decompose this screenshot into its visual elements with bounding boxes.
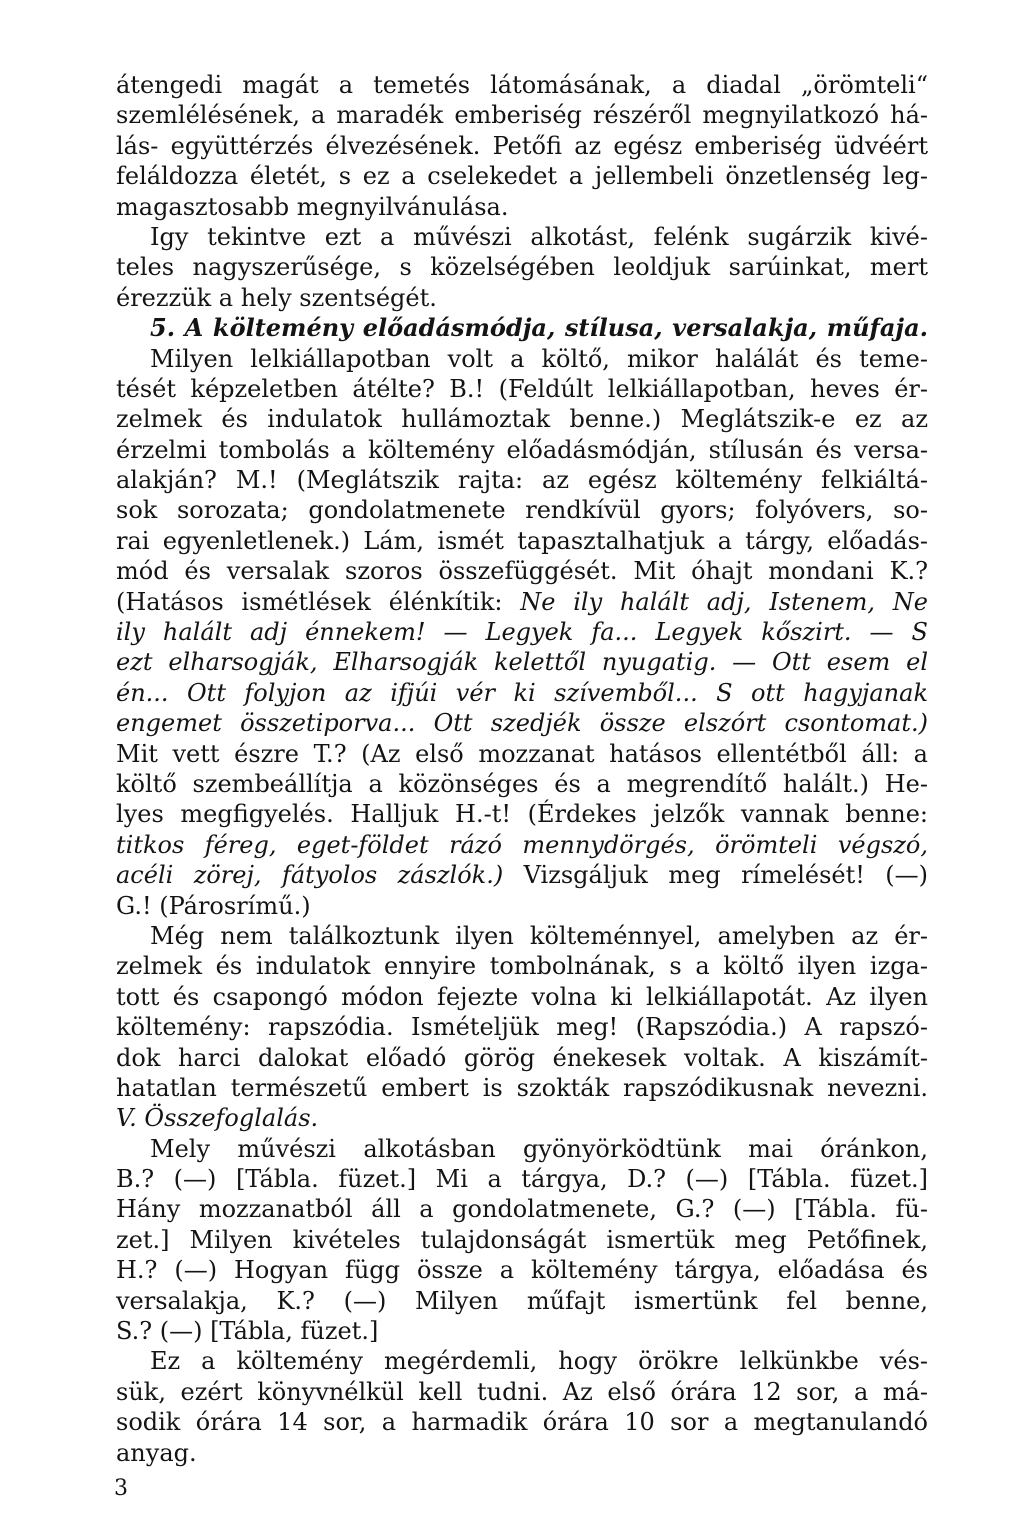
section-heading: 5. A költemény előadásmódja, stílusa, versalakja, műfaja. (150, 313, 928, 343)
text-body (116, 70, 928, 1468)
text-line: lyes megfigyelés. Halljuk H.-t! (Érdekes jelzők vannak benne: (116, 800, 928, 829)
text-line: lás- együttérzés élvezésének. Petőfi az egész emberiség üdvéért (116, 131, 928, 160)
text-line: ezt elharsogják, Elharsogják kelettől nyugatig. — Ott esem el (116, 648, 928, 677)
text-line: Mit vett észre T.? (Az első mozzanat hatásos ellentétből áll: a (116, 739, 928, 768)
text-line: dok harci dalokat előadó görög énekesek voltak. A kiszámít- (116, 1043, 928, 1072)
text-line: Milyen lelkiállapotban volt a költő, mikor halálát és teme- (150, 344, 928, 373)
text-line: H.? (—) Hogyan függ össze a költemény tárgya, előadása és (116, 1256, 928, 1285)
text-line: ily halált adj énnekem! — Legyek fa... Legyek kőszirt. — S (116, 618, 928, 647)
text-line: hatatlan természetű embert is szokták rapszódikusnak nevezni. (116, 1073, 928, 1102)
text-line: sok sorozata; gondolatmenete rendkívül gyors; folyóvers, so- (116, 496, 928, 525)
text-line: zet.] Milyen kivételes tulajdonságát ismertük meg Petőfinek, (116, 1225, 928, 1254)
text-line: teles nagyszerűsége, s közelségében leoldjuk sarúinkat, mert (116, 253, 928, 282)
text-line: engemet összetiporva... Ott szedjék össze elszórt csontomat.) (116, 709, 928, 738)
text-line: versalakja, K.? (—) Milyen műfajt ismertünk fel benne, (116, 1286, 928, 1315)
text-line: magasztosabb megnyilvánulása. (116, 192, 509, 221)
text-line: tését képzeletben átélte? B.! (Feldúlt lelkiállapotban, heves ér- (116, 374, 928, 403)
text-line: költő szembeállítja a közönséges és a megrendítő halált.) He- (116, 769, 928, 798)
text-line: zelmek és indulatok hullámoztak benne.) Meglátszik-e ez az (116, 405, 928, 434)
text-line: Ez a költemény megérdemli, hogy örökre lelkünkbe vés- (150, 1347, 928, 1376)
page-number: 3 (114, 1476, 128, 1501)
text-line: V. Összefoglalás. (116, 1104, 319, 1133)
text-line: érzelmi tombolás a költemény előadásmódján, stílusán és versa- (116, 435, 928, 464)
document-page (116, 70, 928, 1468)
text-line: Mely művészi alkotásban gyönyörködtünk mai óránkon, (150, 1134, 928, 1163)
text-line: (Hatásos ismétlések élénkítik: Ne ily halált adj, Istenem, Ne (116, 587, 929, 616)
text-line: anyag. (116, 1438, 197, 1467)
text-line: feláldozza életét, s ez a cselekedet a jellembeli önzetlenség leg- (116, 162, 928, 191)
text-line: Még nem találkoztunk ilyen költeménnyel, amelyben az ér- (150, 921, 928, 950)
text-line: S.? (—) [Tábla, füzet.] (116, 1317, 379, 1346)
text-line: sük, ezért könyvnélkül kell tudni. Az első órára 12 sor, a má- (116, 1377, 928, 1406)
text-line: én... Ott folyjon az ifjúi vér ki szívemből... S ott hagyjanak (116, 678, 928, 707)
text-line: G.! (Párosrímű.) (116, 891, 311, 920)
text-line: alakján? M.! (Meglátszik rajta: az egész költemény felkiáltá- (116, 466, 928, 495)
text-line: sodik órára 14 sor, a harmadik órára 10 sor a megtanulandó (116, 1408, 928, 1437)
text-line: tott és csapongó módon fejezte volna ki lelkiállapotát. Az ilyen (116, 982, 928, 1011)
text-line: rai egyenletlenek.) Lám, ismét tapasztalhatjuk a tárgy, előadás- (116, 526, 928, 555)
text-line: átengedi magát a temetés látomásának, a diadal „örömteli“ (116, 71, 928, 99)
text-line: Igy tekintve ezt a művészi alkotást, felénk sugárzik kivé- (150, 222, 928, 251)
text-line: acéli zörej, fátyolos zászlók.) Vizsgáljuk meg rímelését! (—) (116, 861, 929, 890)
text-line: titkos féreg, eget-földet rázó mennydörgés, örömteli végszó, (116, 830, 928, 859)
text-line: szemlélésének, a maradék emberiség részéről megnyilatkozó há- (116, 101, 928, 130)
text-line: költemény: rapszódia. Ismételjük meg! (Rapszódia.) A rapszó- (116, 1013, 928, 1042)
text-line: zelmek és indulatok ennyire tombolnának, s a költő ilyen izga- (116, 952, 928, 981)
text-line: mód és versalak szoros összefüggését. Mit óhajt mondani K.? (116, 557, 928, 586)
text-line: Hány mozzanatból áll a gondolatmenete, G.? (—) [Tábla. fü- (116, 1195, 928, 1224)
text-line: érezzük a hely szentségét. (116, 283, 437, 312)
text-line: B.? (—) [Tábla. füzet.] Mi a tárgya, D.? (—) [Tábla. füzet.] (116, 1165, 928, 1194)
